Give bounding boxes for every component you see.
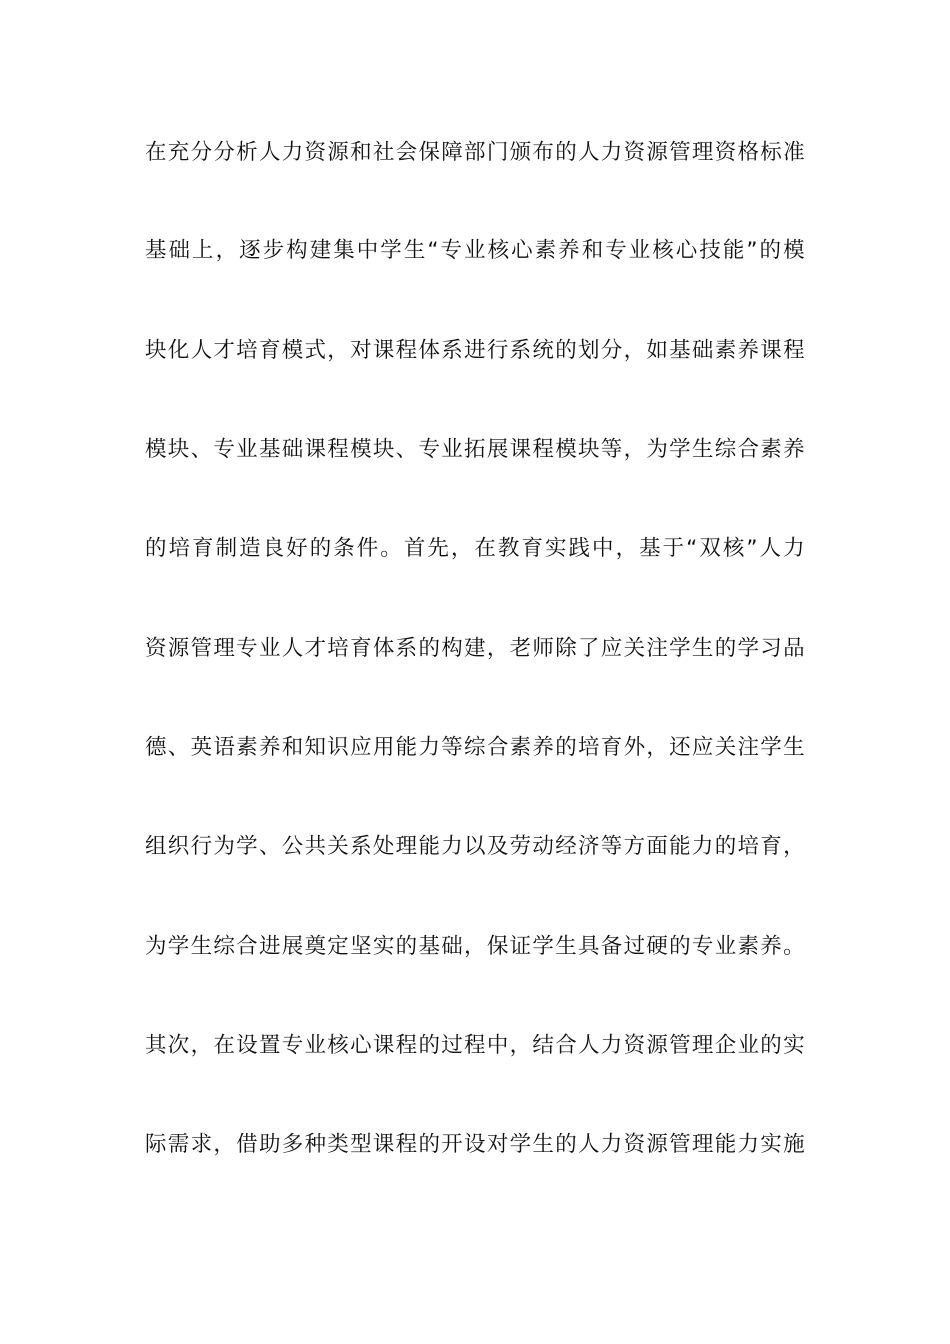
paragraph-line-9: 为学生综合进展奠定坚实的基础，保证学生具备过硬的专业素养。 xyxy=(145,934,805,959)
paragraph-line-6: 资源管理专业人才培育体系的构建，老师除了应关注学生的学习品 xyxy=(145,636,805,661)
paragraph-line-8: 组织行为学、公共关系处理能力以及劳动经济等方面能力的培育， xyxy=(145,834,805,859)
paragraph-line-3: 块化人才培育模式，对课程体系进行系统的划分，如基础素养课程 xyxy=(145,338,805,363)
paragraph-line-5: 的培育制造良好的条件。首先，在教育实践中，基于“双核”人力 xyxy=(145,536,805,561)
paragraph-line-4: 模块、专业基础课程模块、专业拓展课程模块等，为学生综合素养 xyxy=(145,437,805,462)
paragraph-line-11: 际需求，借助多种类型课程的开设对学生的人力资源管理能力实施 xyxy=(145,1132,805,1157)
paragraph-line-1: 在充分分析人力资源和社会保障部门颁布的人力资源管理资格标准 xyxy=(145,140,805,165)
paragraph-line-2: 基础上，逐步构建集中学生“专业核心素养和专业核心技能”的模 xyxy=(145,238,805,263)
paragraph-line-10: 其次，在设置专业核心课程的过程中，结合人力资源管理企业的实 xyxy=(145,1033,805,1058)
paragraph-line-7: 德、英语素养和知识应用能力等综合素养的培育外，还应关注学生 xyxy=(145,735,805,760)
